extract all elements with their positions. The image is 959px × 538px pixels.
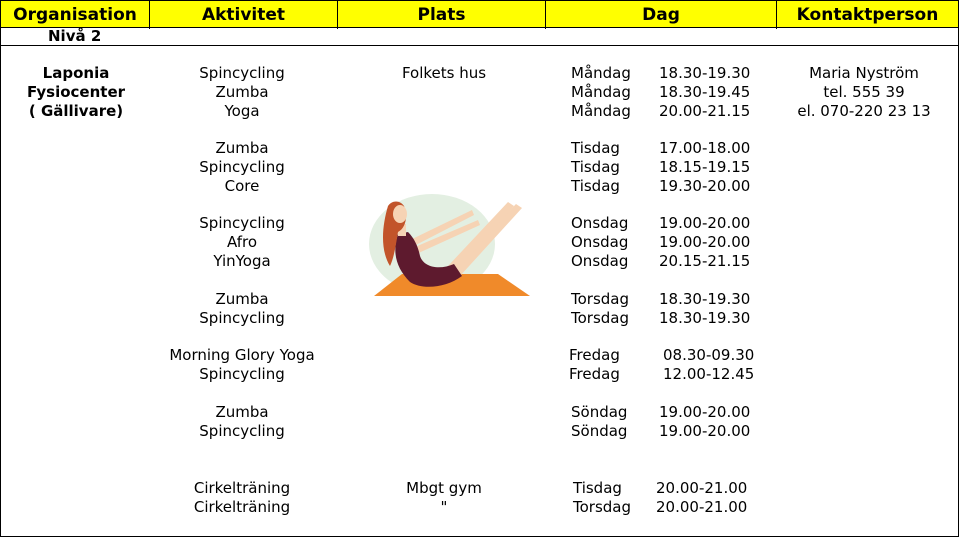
header-plats: Plats [417, 5, 466, 25]
day: Torsdag [571, 309, 630, 327]
day: Tisdag [571, 158, 620, 176]
place-ditto: " [440, 498, 448, 516]
organisation-location: ( Gällivare) [28, 102, 124, 120]
table-header [0, 0, 959, 28]
activity: Zumba [215, 139, 269, 157]
activity: Morning Glory Yoga [169, 346, 315, 364]
day: Tisdag [573, 479, 622, 497]
day: Fredag [569, 346, 620, 364]
contact-mobile: el. 070-220 23 13 [797, 102, 931, 120]
place-gym: Mbgt gym [406, 479, 482, 497]
activity: Spincycling [199, 158, 285, 176]
time: 18.15-19.15 [659, 158, 751, 176]
time: 20.00-21.00 [656, 498, 748, 516]
organisation-name: Fysiocenter [26, 83, 126, 101]
organisation-name: Laponia [42, 64, 110, 82]
activity: Zumba [215, 83, 269, 101]
time: 20.15-21.15 [659, 252, 751, 270]
day: Måndag [571, 64, 631, 82]
day: Onsdag [571, 252, 629, 270]
header-aktivitet: Aktivitet [201, 5, 286, 25]
time: 19.00-20.00 [659, 233, 751, 251]
activity: Zumba [215, 403, 269, 421]
header-kontaktperson: Kontaktperson [796, 5, 939, 25]
time: 19.00-20.00 [659, 403, 751, 421]
header-dag: Dag [642, 5, 680, 25]
contact-phone: tel. 555 39 [823, 83, 905, 101]
activity: Core [224, 177, 260, 195]
time: 20.00-21.00 [656, 479, 748, 497]
day: Måndag [571, 83, 631, 101]
contact-name: Maria Nyström [809, 64, 919, 82]
woman-doing-boat-pose-icon [362, 192, 532, 304]
activity: Cirkelträning [193, 498, 291, 516]
activity: Yoga [224, 102, 260, 120]
activity: Spincycling [199, 64, 285, 82]
time: 12.00-12.45 [663, 365, 755, 383]
header-organisation: Organisation [13, 5, 137, 25]
day: Onsdag [571, 233, 629, 251]
day: Söndag [571, 403, 628, 421]
day: Fredag [569, 365, 620, 383]
day: Torsdag [573, 498, 632, 516]
activity: Spincycling [199, 365, 285, 383]
time: 20.00-21.15 [659, 102, 751, 120]
face [393, 205, 407, 223]
time: 17.00-18.00 [659, 139, 751, 157]
activity: Spincycling [199, 422, 285, 440]
activity: Afro [226, 233, 258, 251]
day: Torsdag [571, 290, 630, 308]
level-row [0, 28, 959, 46]
day: Måndag [571, 102, 631, 120]
time: 18.30-19.30 [659, 64, 751, 82]
activity: YinYoga [213, 252, 271, 270]
day: Tisdag [571, 139, 620, 157]
day: Onsdag [571, 214, 629, 232]
time: 19.30-20.00 [659, 177, 751, 195]
time: 18.30-19.30 [659, 309, 751, 327]
day: Tisdag [571, 177, 620, 195]
place-main: Folkets hus [401, 64, 487, 82]
time: 19.00-20.00 [659, 214, 751, 232]
time: 18.30-19.30 [659, 290, 751, 308]
day: Söndag [571, 422, 628, 440]
activity: Cirkelträning [193, 479, 291, 497]
time: 19.00-20.00 [659, 422, 751, 440]
activity: Spincycling [199, 309, 285, 327]
time: 18.30-19.45 [659, 83, 751, 101]
level-label: Nivå 2 [48, 27, 102, 45]
activity: Spincycling [199, 214, 285, 232]
activity: Zumba [215, 290, 269, 308]
time: 08.30-09.30 [663, 346, 755, 364]
